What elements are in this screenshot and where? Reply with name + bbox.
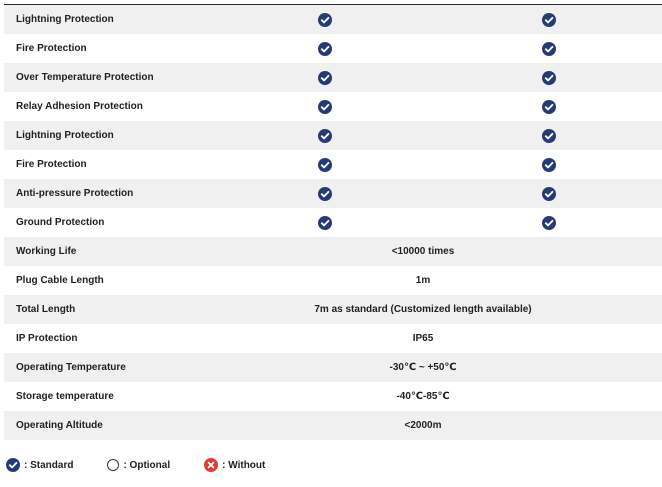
circle-outline-icon bbox=[107, 459, 119, 471]
row-label: Lightning Protection bbox=[16, 14, 114, 25]
check-icon bbox=[542, 158, 556, 172]
check-icon bbox=[318, 71, 332, 85]
legend-standard bbox=[6, 458, 73, 472]
cross-circle-icon bbox=[204, 458, 218, 472]
row-label: Operating Altitude bbox=[16, 420, 103, 431]
legend-without-label: : Without bbox=[222, 459, 266, 471]
table-row bbox=[4, 324, 662, 353]
row-label: Fire Protection bbox=[16, 43, 87, 54]
row-label: Over Temperature Protection bbox=[16, 72, 154, 83]
row-value: 1m bbox=[415, 275, 431, 286]
legend-standard-label: : Standard bbox=[24, 459, 74, 471]
table-row bbox=[4, 353, 662, 382]
row-value: IP65 bbox=[412, 333, 434, 344]
check-icon bbox=[318, 158, 332, 172]
row-label: Working Life bbox=[16, 246, 77, 257]
check-icon bbox=[542, 42, 556, 56]
table-row bbox=[4, 382, 662, 411]
row-label: Anti-pressure Protection bbox=[16, 188, 134, 199]
row-label: Plug Cable Length bbox=[16, 275, 104, 286]
row-label: Total Length bbox=[16, 304, 76, 315]
check-icon bbox=[542, 13, 556, 27]
check-icon bbox=[542, 129, 556, 143]
row-label: Lightning Protection bbox=[16, 130, 114, 141]
table-row bbox=[4, 92, 662, 121]
row-value: 7m as standard (Customized length available) bbox=[314, 304, 532, 315]
check-icon bbox=[542, 71, 556, 85]
row-value: -30℃ ~ +50℃ bbox=[389, 362, 457, 373]
check-icon bbox=[318, 42, 332, 56]
row-value: <10000 times bbox=[391, 246, 455, 257]
table-row bbox=[4, 295, 662, 324]
check-icon bbox=[542, 100, 556, 114]
row-label: IP Protection bbox=[16, 333, 78, 344]
table-row bbox=[4, 411, 662, 440]
row-label: Fire Protection bbox=[16, 159, 87, 170]
row-value: -40℃-85℃ bbox=[396, 391, 450, 402]
check-icon bbox=[542, 216, 556, 230]
table-row bbox=[4, 63, 662, 92]
spec-table bbox=[4, 4, 662, 440]
check-icon bbox=[318, 100, 332, 114]
legend-without bbox=[204, 458, 265, 472]
check-icon bbox=[318, 13, 332, 27]
row-label: Relay Adhesion Protection bbox=[16, 101, 143, 112]
table-row bbox=[4, 150, 662, 179]
table-row bbox=[4, 5, 662, 34]
row-label: Storage temperature bbox=[16, 391, 114, 402]
legend bbox=[6, 458, 299, 472]
table-row bbox=[4, 237, 662, 266]
legend-optional bbox=[107, 459, 170, 471]
table-row bbox=[4, 266, 662, 295]
check-icon bbox=[318, 187, 332, 201]
check-icon bbox=[6, 458, 20, 472]
check-icon bbox=[318, 216, 332, 230]
row-label: Ground Protection bbox=[16, 217, 105, 228]
table-row bbox=[4, 208, 662, 237]
table-row bbox=[4, 121, 662, 150]
row-label: Operating Temperature bbox=[16, 362, 126, 373]
table-row bbox=[4, 179, 662, 208]
row-value: <2000m bbox=[404, 420, 442, 431]
legend-optional-label: : Optional bbox=[123, 459, 171, 471]
check-icon bbox=[318, 129, 332, 143]
check-icon bbox=[542, 187, 556, 201]
table-row bbox=[4, 34, 662, 63]
